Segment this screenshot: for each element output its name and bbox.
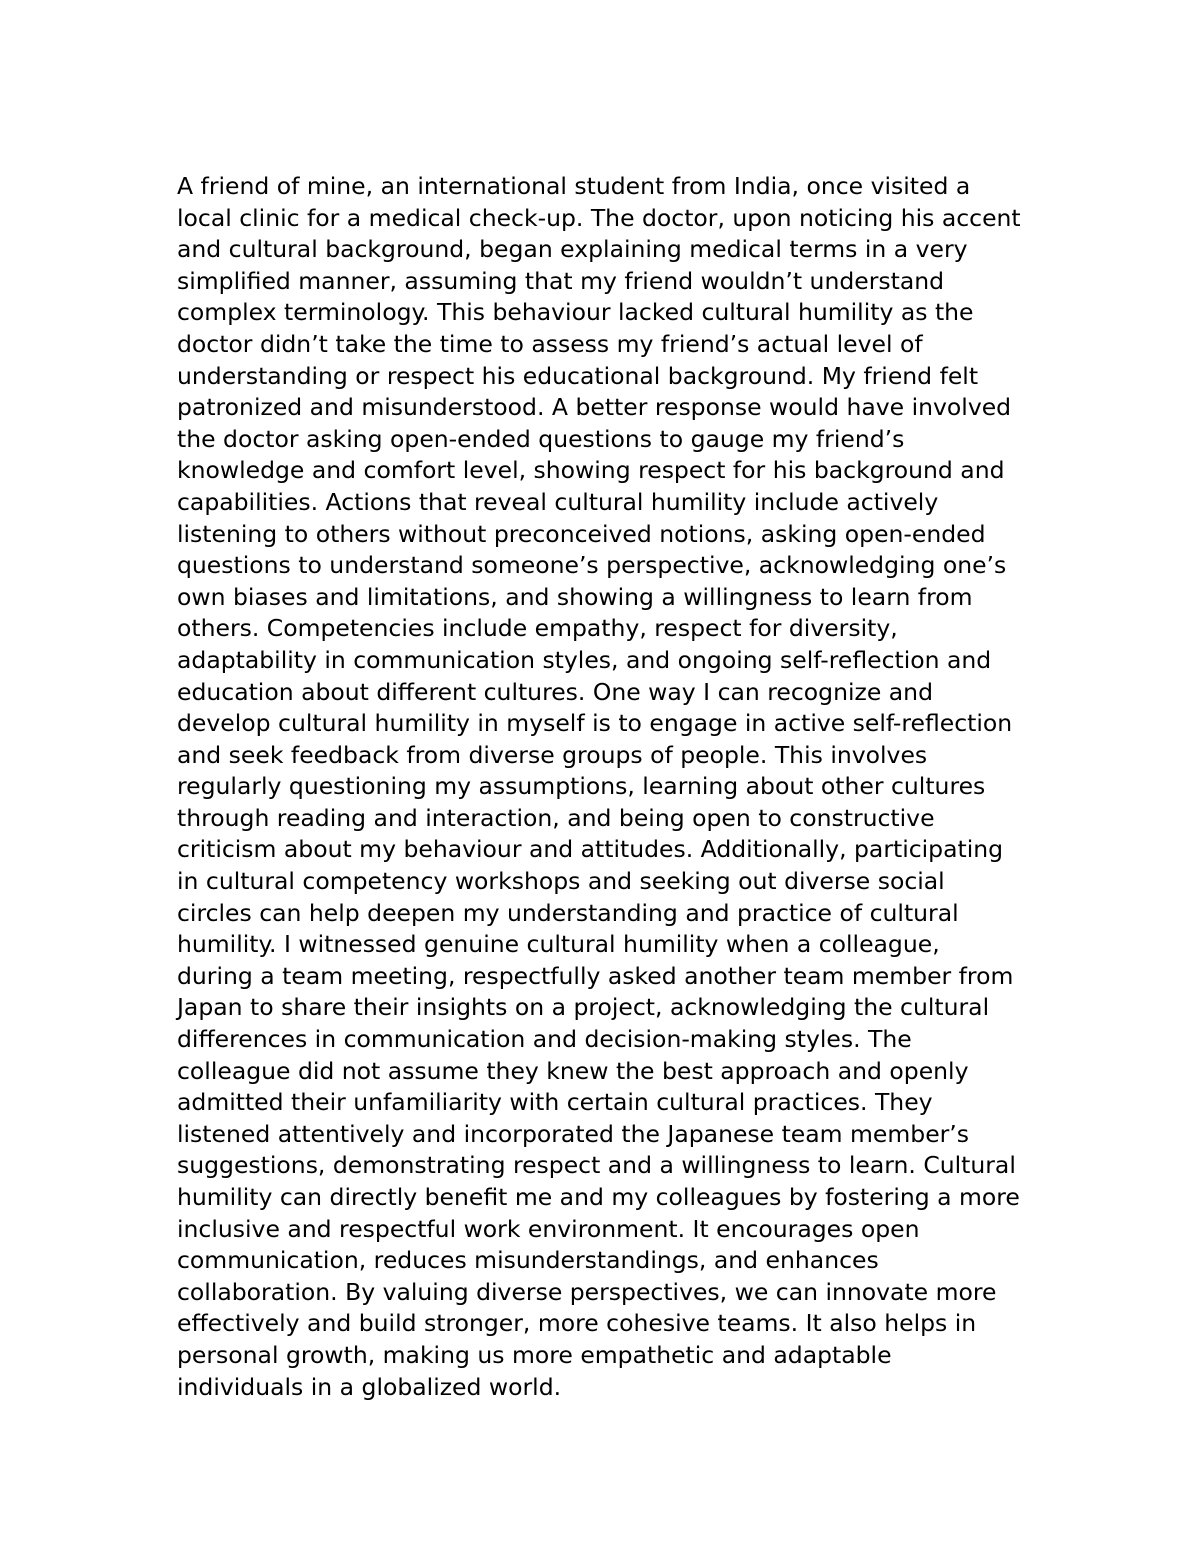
text-line: inclusive and respectful work environment. It encourages open bbox=[177, 1214, 920, 1243]
text-line: adaptability in communication styles, and ongoing self-reflection and bbox=[177, 645, 992, 674]
text-line: Japan to share their insights on a project, acknowledging the cultural bbox=[177, 993, 990, 1022]
text-line: suggestions, demonstrating respect and a willingness to learn. Cultural bbox=[177, 1151, 1016, 1180]
text-line: differences in communication and decision-making styles. The bbox=[177, 1025, 912, 1054]
text-line: A friend of mine, an international student from India, once visited a bbox=[177, 172, 971, 200]
text-line: local clinic for a medical check-up. The doctor, upon noticing his accent bbox=[177, 203, 1021, 232]
text-line: the doctor asking open-ended questions to gauge my friend’s bbox=[177, 424, 905, 453]
text-line: patronized and misunderstood. A better response would have involved bbox=[177, 393, 1012, 422]
text-line: communication, reduces misunderstandings, and enhances bbox=[177, 1246, 879, 1275]
body-paragraph bbox=[177, 171, 1057, 1403]
text-line: listening to others without preconceived notions, asking open-ended bbox=[177, 519, 986, 548]
text-line: develop cultural humility in myself is to engage in active self-reflection bbox=[177, 709, 1013, 738]
text-line: listened attentively and incorporated the Japanese team member’s bbox=[177, 1119, 970, 1148]
text-line: humility can directly benefit me and my colleagues by fostering a more bbox=[177, 1183, 1020, 1211]
text-line: during a team meeting, respectfully asked another team member from bbox=[177, 961, 1014, 990]
text-line: complex terminology. This behaviour lacked cultural humility as the bbox=[177, 298, 974, 327]
text-line: knowledge and comfort level, showing respect for his background and bbox=[177, 456, 1005, 485]
text-line: doctor didn’t take the time to assess my friend’s actual level of bbox=[177, 329, 923, 358]
text-line: personal growth, making us more empathetic and adaptable bbox=[177, 1340, 892, 1369]
text-line: colleague did not assume they knew the best approach and openly bbox=[177, 1056, 969, 1085]
text-line: circles can help deepen my understanding and practice of cultural bbox=[177, 898, 959, 927]
text-line: criticism about my behaviour and attitudes. Additionally, participating bbox=[177, 835, 1004, 864]
text-line: and cultural background, began explaining medical terms in a very bbox=[177, 235, 968, 264]
text-line: simplified manner, assuming that my friend wouldn’t understand bbox=[177, 266, 945, 295]
text-line: regularly questioning my assumptions, learning about other cultures bbox=[177, 772, 986, 801]
text-line: individuals in a globalized world. bbox=[177, 1372, 562, 1401]
text-line: understanding or respect his educational background. My friend felt bbox=[177, 361, 979, 390]
text-line: questions to understand someone’s perspective, acknowledging one’s bbox=[177, 551, 1007, 580]
text-line: own biases and limitations, and showing a willingness to learn from bbox=[177, 582, 973, 611]
text-line: capabilities. Actions that reveal cultural humility include actively bbox=[177, 487, 939, 516]
text-line: education about different cultures. One way I can recognize and bbox=[177, 677, 933, 706]
text-line: in cultural competency workshops and seeking out diverse social bbox=[177, 867, 945, 896]
text-line: and seek feedback from diverse groups of people. This involves bbox=[177, 740, 928, 769]
text-line: through reading and interaction, and being open to constructive bbox=[177, 803, 935, 832]
text-line: others. Competencies include empathy, respect for diversity, bbox=[177, 614, 898, 643]
text-line: admitted their unfamiliarity with certain cultural practices. They bbox=[177, 1088, 933, 1117]
text-line: collaboration. By valuing diverse perspectives, we can innovate more bbox=[177, 1277, 997, 1306]
text-line: humility. I witnessed genuine cultural humility when a colleague, bbox=[177, 930, 940, 959]
text-line: effectively and build stronger, more cohesive teams. It also helps in bbox=[177, 1309, 977, 1338]
